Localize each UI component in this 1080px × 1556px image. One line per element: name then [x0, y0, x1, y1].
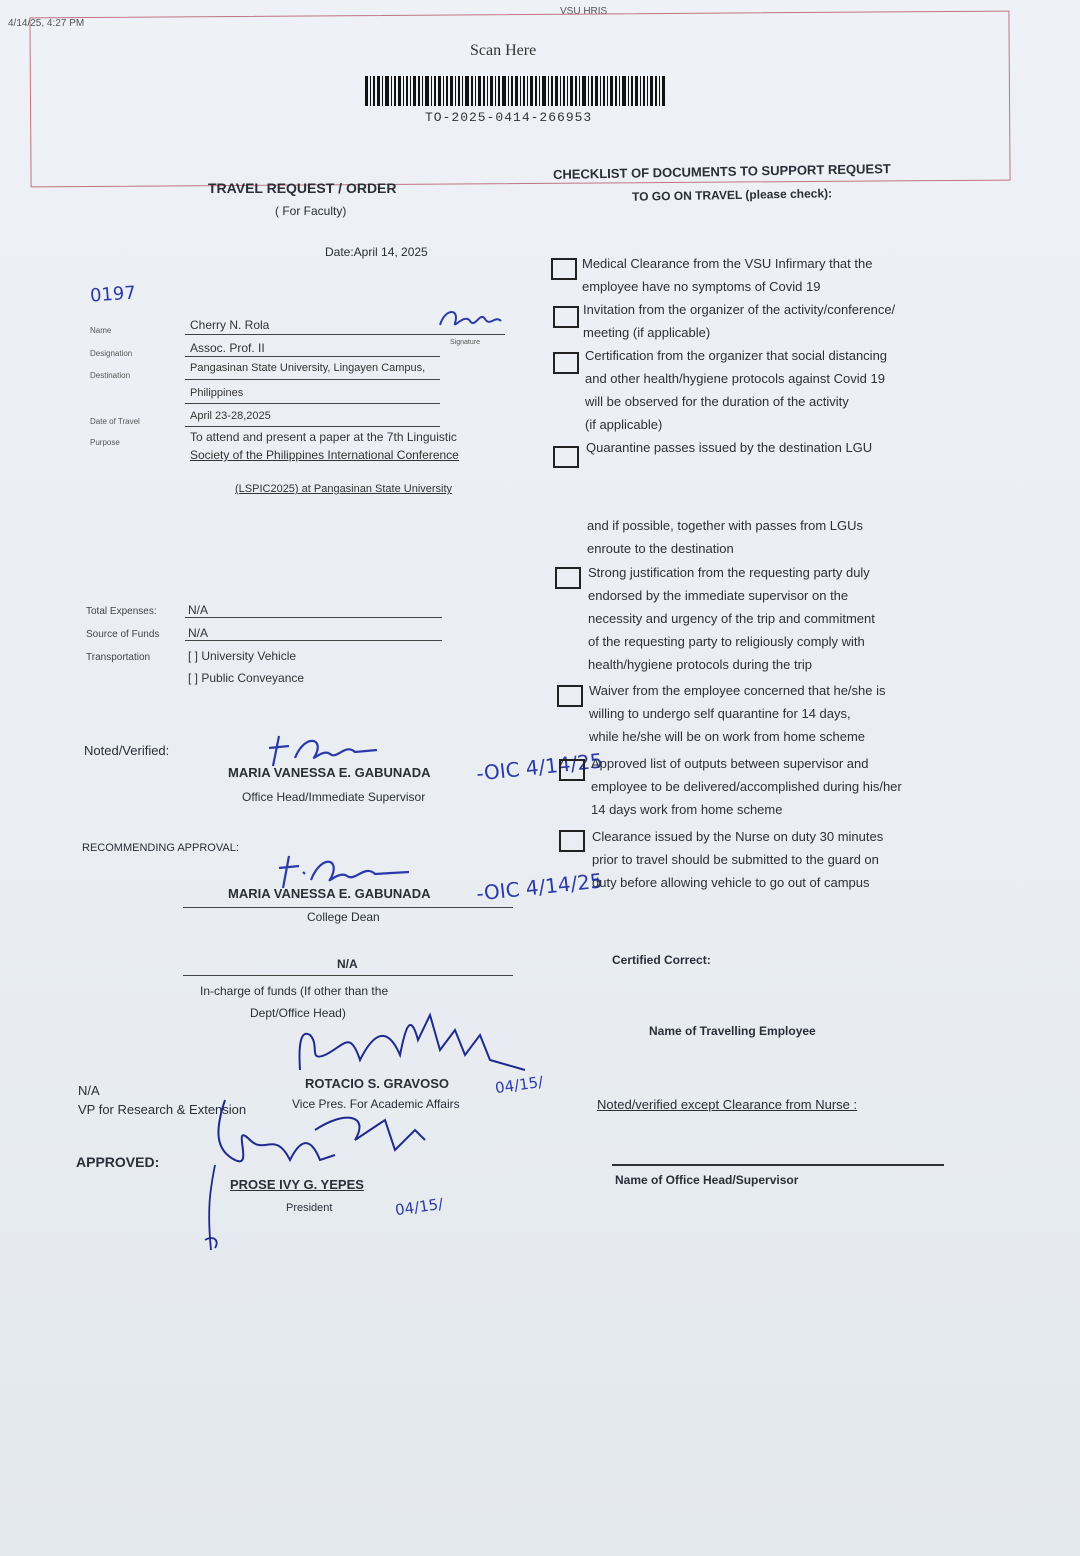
checklist-item-approved-outputs [591, 752, 902, 821]
checklist-item-line: (if applicable) [585, 417, 663, 432]
travelling-employee-label: Name of Travelling Employee [649, 1024, 816, 1038]
certified-correct-label: Certified Correct: [612, 953, 711, 967]
dean-name: MARIA VANESSA E. GABUNADA [228, 886, 431, 901]
checkbox-approved-outputs[interactable] [559, 759, 585, 781]
date-of-travel-line [185, 426, 440, 427]
checklist-item-line: employee have no symptoms of Covid 19 [582, 279, 821, 294]
destination-line1: Pangasinan State University, Lingayen Campus, [190, 362, 426, 374]
checklist-item-line: Quarantine passes issued by the destination LGU [586, 440, 873, 455]
checklist-title-line1: CHECKLIST OF DOCUMENTS TO SUPPORT REQUEST [552, 161, 891, 182]
total-expenses-label: Total Expenses: [86, 606, 157, 617]
funds-value: N/A [337, 957, 358, 971]
name-value: Cherry N. Rola [190, 318, 270, 332]
dean-line [183, 907, 513, 908]
recommending-approval-label: RECOMMENDING APPROVAL: [82, 842, 239, 854]
checklist-item-strong-justification [588, 561, 875, 676]
checklist-item-line: enroute to the destination [587, 541, 734, 556]
name-label: Name [90, 326, 112, 335]
office-head-line [612, 1164, 944, 1166]
checklist-item-line: 14 days work from home scheme [591, 802, 783, 817]
purpose-line3: (LSPIC2025) at Pangasinan State University [235, 483, 453, 495]
checklist-item-line: Approved list of outputs between supervisor and [591, 756, 869, 771]
president-date: 04/15/ [393, 1194, 445, 1220]
checkbox-nurse-clearance[interactable] [559, 830, 585, 852]
checklist-item-nurse-clearance [592, 825, 883, 894]
transport-option-public: [ ] Public Conveyance [188, 671, 305, 685]
office-head-label: Name of Office Head/Supervisor [615, 1173, 799, 1187]
checklist-item-line: willing to undergo self quarantine for 14 days, [589, 706, 851, 721]
checklist-item-quarantine-passes [586, 436, 872, 459]
checklist-item-waiver [589, 679, 886, 748]
source-of-funds-line [185, 640, 442, 641]
purpose-label: Purpose [90, 438, 120, 447]
signature-label: Signature [450, 339, 480, 346]
checklist-item-quarantine-passes-cont [587, 514, 863, 560]
total-expenses-value: N/A [188, 603, 209, 617]
vp-academic-name: ROTACIO S. GRAVOSO [305, 1076, 449, 1091]
checklist-item-invitation [583, 298, 895, 344]
checklist-item-line: meeting (if applicable) [583, 325, 711, 340]
checklist-item-line: and other health/hygiene protocols against Covid 19 [585, 371, 885, 386]
print-timestamp: 4/14/25, 4:27 PM [8, 18, 85, 29]
noted-except-nurse-label: Noted/verified except Clearance from Nurse : [597, 1097, 858, 1112]
date-of-travel-value: April 23-28,2025 [190, 410, 271, 422]
checkbox-strong-justification[interactable] [555, 567, 581, 589]
checklist-item-line: Strong justification from the requesting party duly [588, 565, 870, 580]
designation-label: Designation [90, 349, 133, 358]
dean-title: College Dean [307, 910, 380, 924]
checklist-item-line: Medical Clearance from the VSU Infirmary that the [582, 256, 873, 271]
checklist-item-line: duty before allowing vehicle to go out of campus [592, 875, 870, 890]
approved-label: APPROVED: [76, 1154, 160, 1170]
checkbox-medical-clearance[interactable] [551, 258, 577, 280]
vp-date: 04/15/ [493, 1072, 545, 1098]
checklist-title-line2: TO GO ON TRAVEL (please check): [631, 186, 833, 204]
checklist-item-line: and if possible, together with passes from LGUs [587, 518, 864, 533]
checkbox-quarantine-passes[interactable] [553, 446, 579, 468]
checkbox-waiver[interactable] [557, 685, 583, 707]
handwritten-number: 0197 [89, 282, 137, 307]
noted-verified-label: Noted/Verified: [84, 743, 170, 758]
checklist-item-line: Invitation from the organizer of the activity/conference/ [583, 302, 896, 317]
checklist-item-line: while he/she will be on work from home scheme [589, 729, 866, 744]
checklist-item-line: Clearance issued by the Nurse on duty 30 minutes [592, 829, 884, 844]
destination-line2: Philippines [190, 387, 244, 399]
checklist-item-line: Certification from the organizer that social distancing [585, 348, 888, 363]
destination-underline1 [185, 379, 440, 380]
funds-label-line2: Dept/Office Head) [250, 1006, 346, 1020]
president-title: President [286, 1202, 333, 1214]
president-name: PROSE IVY G. YEPES [230, 1177, 364, 1192]
supervisor-name: MARIA VANESSA E. GABUNADA [228, 765, 431, 780]
oic-note-2: -OIC 4/14/25 [475, 868, 604, 906]
purpose-line1: To attend and present a paper at the 7th Linguistic [190, 430, 457, 444]
scan-label: Scan Here [470, 42, 537, 59]
vp-research-label: VP for Research & Extension [78, 1102, 247, 1117]
destination-label: Destination [90, 371, 131, 380]
funds-label-line1: In-charge of funds (If other than the [200, 984, 389, 998]
supervisor-title: Office Head/Immediate Supervisor [242, 790, 426, 804]
date-of-travel-label: Date of Travel [90, 417, 140, 426]
checklist-item-line: employee to be delivered/accomplished during his/her [591, 779, 902, 794]
source-of-funds-value: N/A [188, 626, 209, 640]
transportation-label: Transportation [86, 652, 151, 663]
checklist-item-line: will be observed for the duration of the activity [585, 394, 849, 409]
funds-line [183, 975, 513, 976]
checklist-item-line: necessity and urgency of the trip and commitment [588, 611, 875, 626]
total-expenses-line [185, 617, 442, 618]
vp-academic-signature [290, 1000, 530, 1080]
designation-line [185, 356, 440, 357]
barcode-id: TO-2025-0414-266953 [425, 110, 593, 125]
checklist-item-line: prior to travel should be submitted to the guard on [592, 852, 879, 867]
president-signature [195, 1090, 475, 1260]
checklist-item-line: health/hygiene protocols during the trip [588, 657, 813, 672]
supervisor-signature [265, 728, 385, 770]
destination-underline2 [185, 403, 440, 404]
source-of-funds-label: Source of Funds [86, 629, 160, 640]
applicant-signature [435, 303, 505, 333]
form-subtitle: ( For Faculty) [275, 204, 347, 218]
checklist-item-certification [585, 344, 887, 436]
checklist-item-line: Waiver from the employee concerned that he/she is [589, 683, 886, 698]
vp-academic-title: Vice Pres. For Academic Affairs [292, 1097, 460, 1111]
checklist-item-line: of the requesting party to religiously comply with [588, 634, 865, 649]
form-title: TRAVEL REQUEST / ORDER [208, 180, 397, 196]
checkbox-certification[interactable] [553, 352, 579, 374]
transport-option-university: [ ] University Vehicle [188, 649, 297, 663]
form-date: Date:April 14, 2025 [325, 245, 428, 259]
oic-note-1: -OIC 4/14/25 [475, 748, 604, 786]
designation-value: Assoc. Prof. II [190, 341, 265, 355]
checklist-item-medical-clearance [582, 252, 872, 298]
checklist-item-line: endorsed by the immediate supervisor on the [588, 588, 849, 603]
checkbox-invitation[interactable] [553, 306, 579, 328]
system-header: VSU HRIS [560, 6, 608, 17]
name-line [185, 334, 505, 335]
purpose-line2: Society of the Philippines International Conference [190, 448, 459, 462]
vp-research-value: N/A [78, 1083, 100, 1098]
barcode-image [365, 76, 665, 106]
